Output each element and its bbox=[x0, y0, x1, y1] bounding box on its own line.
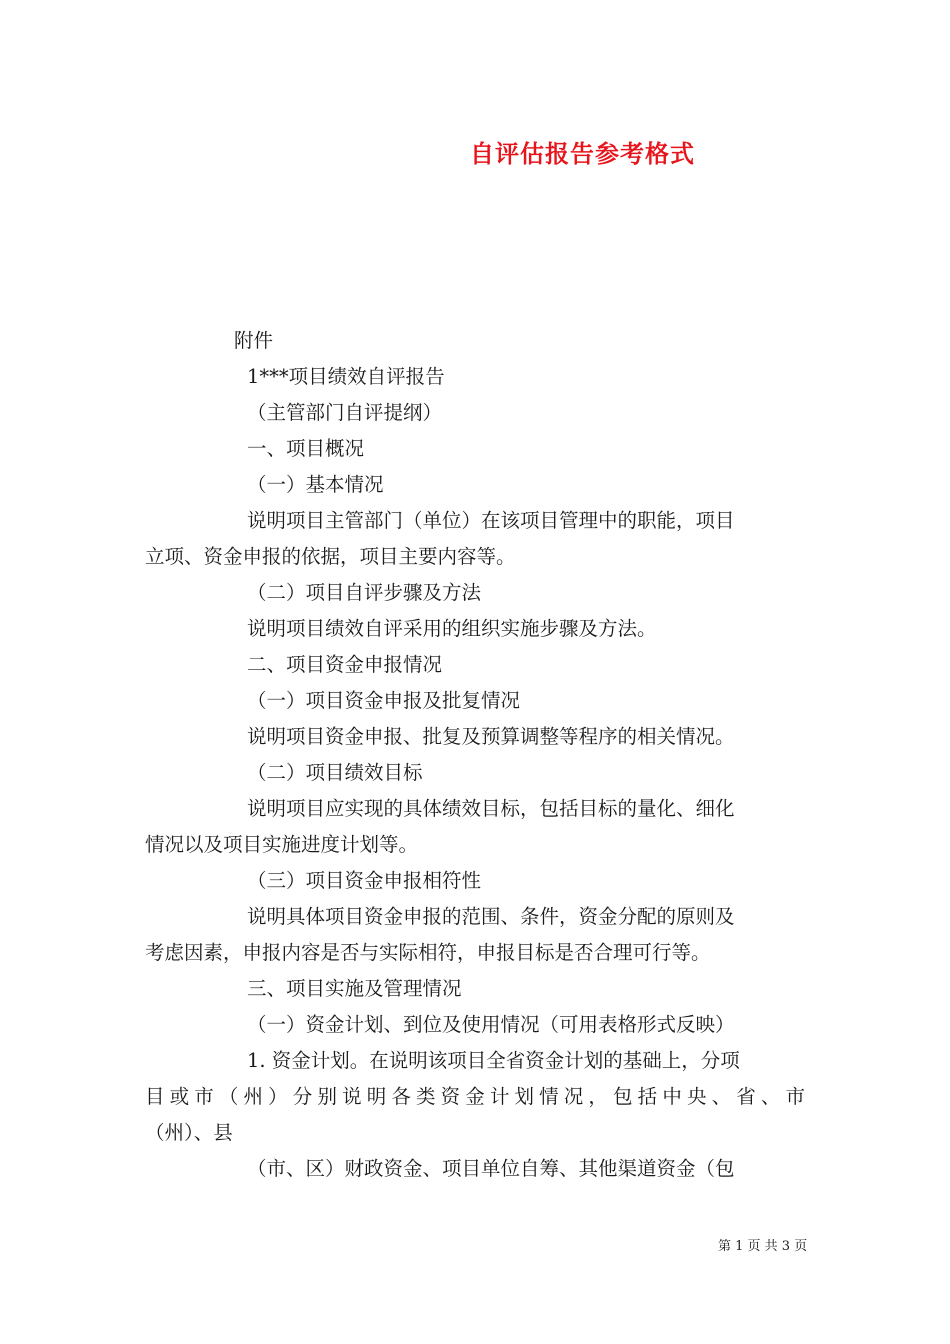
paragraph-line: 立项、资金申报的依据，项目主要内容等。 bbox=[145, 545, 516, 568]
paragraph-line: 说明项目主管部门（单位）在该项目管理中的职能，项目 bbox=[247, 509, 735, 532]
paragraph-line: 考虑因素，申报内容是否与实际相符，申报目标是否合理可行等。 bbox=[145, 941, 711, 964]
section-heading: 三、项目实施及管理情况 bbox=[247, 977, 462, 1000]
paragraph-line: （州）、县 bbox=[145, 1121, 233, 1144]
paragraph-line: 1. 资金计划。在说明该项目全省资金计划的基础上，分项 bbox=[247, 1049, 740, 1072]
paragraph-line: 说明项目应实现的具体绩效目标，包括目标的量化、细化 bbox=[247, 797, 735, 820]
subsection-heading: （二）项目自评步骤及方法 bbox=[247, 581, 482, 604]
paragraph-line: 说明具体项目资金申报的范围、条件，资金分配的原则及 bbox=[247, 905, 735, 928]
section-heading: 一、项目概况 bbox=[247, 437, 365, 460]
subsection-heading: （一）基本情况 bbox=[247, 473, 384, 496]
paragraph-line: 说明项目资金申报、批复及预算调整等程序的相关情况。 bbox=[247, 725, 735, 748]
paragraph-line: 说明项目绩效自评采用的组织实施步骤及方法。 bbox=[247, 617, 657, 640]
subsection-heading: （三）项目资金申报相符性 bbox=[247, 869, 482, 892]
section-heading: 二、项目资金申报情况 bbox=[247, 653, 443, 676]
document-title: 自评估报告参考格式 bbox=[470, 139, 695, 168]
report-heading: 1***项目绩效自评报告 bbox=[247, 365, 445, 388]
subsection-heading: （一）资金计划、到位及使用情况（可用表格形式反映） bbox=[247, 1013, 735, 1036]
paragraph-line: 情况以及项目实施进度计划等。 bbox=[145, 833, 419, 856]
paragraph-line: 目或市（州）分别说明各类资金计划情况，包括中央、省、市 bbox=[145, 1085, 805, 1108]
subsection-heading: （二）项目绩效目标 bbox=[247, 761, 423, 784]
paragraph-line: （市、区）财政资金、项目单位自筹、其他渠道资金（包 bbox=[247, 1157, 735, 1180]
report-subheading: （主管部门自评提纲） bbox=[247, 401, 443, 424]
subsection-heading: （一）项目资金申报及批复情况 bbox=[247, 689, 521, 712]
page-footer: 第 1 页 共 3 页 bbox=[718, 1239, 808, 1254]
attachment-label: 附件 bbox=[234, 329, 274, 352]
